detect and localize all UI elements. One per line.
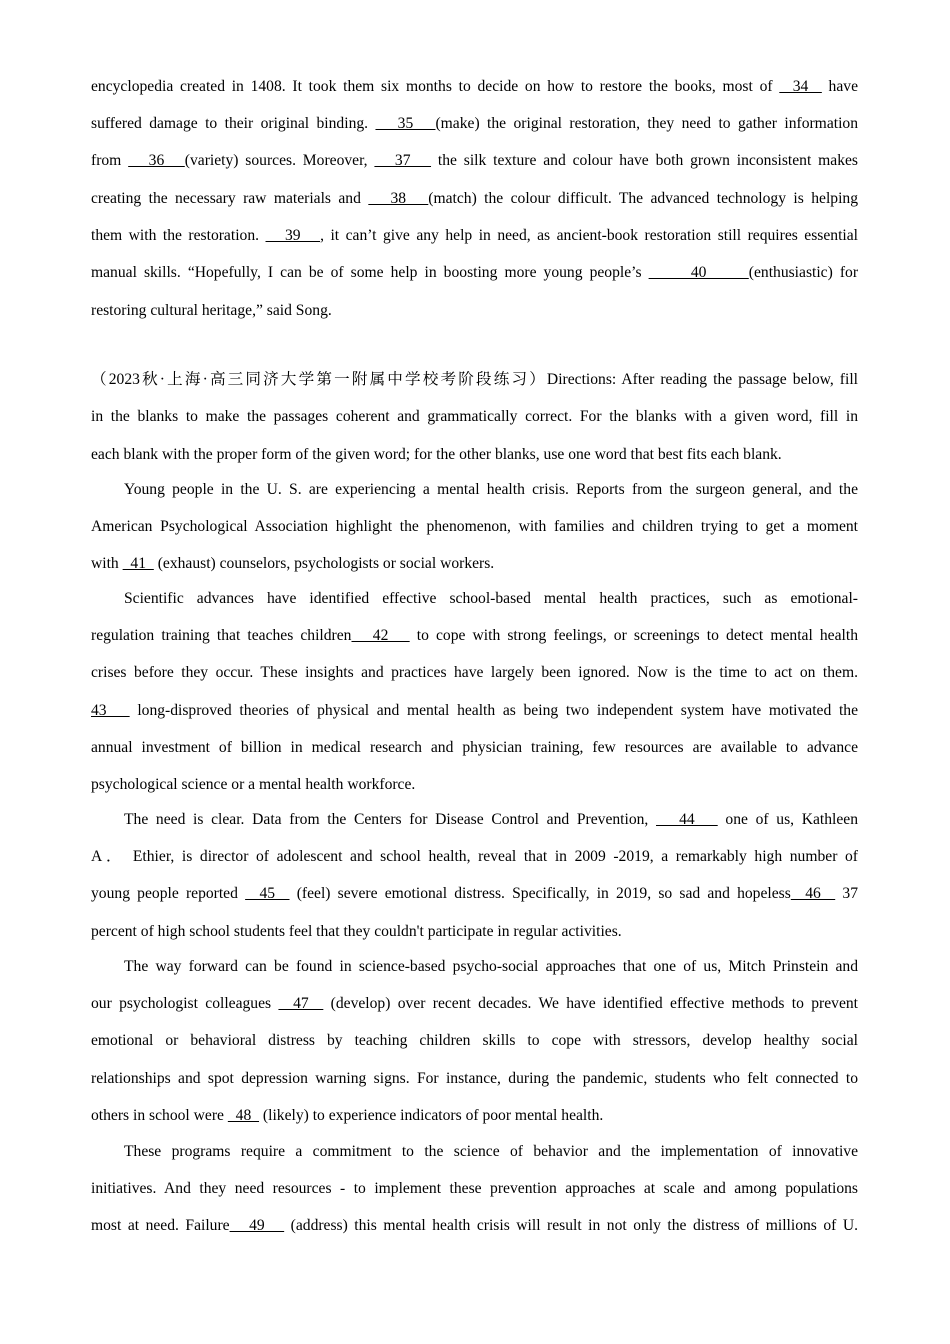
text-segment: (address) this mental health crisis will result in not only the distress of millions of U.	[284, 1217, 858, 1234]
text-line	[91, 883, 858, 905]
text-line	[91, 150, 858, 172]
text-segment: percent of high school students feel that they couldn't participate in regular activities.	[91, 923, 622, 940]
text-line	[91, 1215, 858, 1237]
text-line	[91, 262, 858, 284]
text-segment: have	[821, 78, 858, 95]
text-segment: others in school were	[91, 1107, 228, 1124]
text-segment: (enthusiastic) for	[748, 264, 859, 281]
text-segment: each blank with the proper form of the given word; for the other blanks, use one word that best fits each blank.	[91, 446, 782, 463]
text-segment: to cope with strong feelings, or screenings to detect mental health	[409, 627, 858, 644]
text-line	[91, 700, 858, 722]
answer-blank: 38	[368, 190, 429, 207]
answer-blank: 36	[128, 152, 185, 169]
text-segment: (develop) over recent decades. We have identified effective methods to prevent	[323, 995, 858, 1012]
text-segment: (feel) severe emotional distress. Specifically, in 2019, so sad and hopeless	[289, 885, 791, 902]
text-segment: , it can’t give any help in need, as ancient-book restoration still requires essential	[320, 227, 858, 244]
answer-blank: 47	[278, 995, 324, 1012]
text-segment: emotional or behavioral distress by teaching children skills to cope with stressors, develop healthy social	[91, 1032, 858, 1049]
answer-blank: 49	[229, 1217, 285, 1234]
text-segment: the silk texture and colour have both grown inconsistent makes	[431, 152, 858, 169]
text-segment: American Psychological Association highlight the phenomenon, with families and children trying to get a moment	[91, 518, 858, 535]
text-segment: Young people in the U. S. are experiencing a mental health crisis. Reports from the surgeon general, and the	[124, 481, 858, 498]
text-line	[91, 300, 858, 322]
text-line	[124, 809, 858, 831]
text-line	[124, 588, 858, 610]
answer-blank: 34	[779, 78, 822, 95]
text-line	[91, 444, 858, 466]
answer-blank: 41	[122, 555, 154, 572]
text-segment: (variety) sources. Moreover,	[184, 152, 375, 169]
text-segment: psychological science or a mental health workforce.	[91, 776, 416, 793]
text-line	[91, 737, 858, 759]
text-segment: long-disproved theories of physical and mental health as being two independent system have motivated the	[129, 702, 858, 719]
answer-blank: 48	[227, 1107, 260, 1124]
text-line	[91, 1105, 858, 1127]
answer-blank: 43	[91, 702, 130, 719]
text-segment: encyclopedia created in 1408. It took them six months to decide on how to restore the books, most of	[91, 78, 780, 95]
answer-blank: 45	[245, 885, 290, 902]
answer-blank: 40	[648, 264, 749, 281]
text-line	[91, 1030, 858, 1052]
text-line	[124, 956, 858, 978]
text-segment: manual skills. “Hopefully, I can be of some help in boosting more young people’s	[91, 264, 649, 281]
text-line	[91, 516, 858, 538]
answer-blank: 46	[790, 885, 836, 902]
text-segment: These programs require a commitment to the science of behavior and the implementation of innovative	[124, 1143, 858, 1160]
text-segment: one of us, Kathleen	[717, 811, 859, 828]
text-segment: The way forward can be found in science-based psycho-social approaches that one of us, Mitch Prinstein and	[124, 958, 858, 975]
text-line	[91, 774, 858, 796]
text-line	[91, 993, 858, 1015]
text-segment: regulation training that teaches children	[91, 627, 352, 644]
text-segment: The need is clear. Data from the Centers for Disease Control and Prevention,	[124, 811, 657, 828]
text-segment: in the blanks to make the passages coherent and grammatically correct. For the blanks with a given word, fill in	[91, 408, 858, 425]
text-line	[91, 921, 858, 943]
text-segment: (make) the original restoration, they need to gather information	[435, 115, 858, 132]
text-line	[91, 1068, 858, 1090]
text-segment: 37	[835, 885, 858, 902]
text-segment: young people reported	[91, 885, 246, 902]
text-line	[91, 188, 858, 210]
text-segment: suffered damage to their original binding.	[91, 115, 376, 132]
text-line	[124, 479, 858, 501]
text-segment: (likely) to experience indicators of poor mental health.	[259, 1107, 604, 1124]
text-segment: Scientific advances have identified effective school-based mental health practices, such as emotional-	[124, 590, 858, 607]
text-segment: restoring cultural heritage,” said Song.	[91, 302, 332, 319]
text-segment: annual investment of billion in medical research and physician training, few resources are available to advance	[91, 739, 858, 756]
text-segment: A． Ethier, is director of adolescent and school health, reveal that in 2009 -2019, a remarkably high number of	[91, 848, 858, 865]
text-line	[91, 225, 858, 247]
text-segment: initiatives. And they need resources - to implement these prevention approaches at scale and among populations	[91, 1180, 858, 1197]
text-line	[91, 553, 858, 575]
text-segment: （2023秋·上海·高三同济大学第一附属中学校考阶段练习）Directions: After reading the passage below, fill	[91, 371, 858, 388]
text-line	[91, 76, 858, 98]
text-segment: creating the necessary raw materials and	[91, 190, 369, 207]
text-segment: them with the restoration.	[91, 227, 266, 244]
text-segment: crises before they occur. These insights and practices have largely been ignored. Now is the time to act on them.	[91, 664, 858, 681]
text-line	[91, 1178, 858, 1200]
answer-blank: 44	[656, 811, 718, 828]
answer-blank: 39	[265, 227, 321, 244]
text-line	[91, 846, 858, 868]
text-line	[91, 113, 858, 135]
text-line	[91, 406, 858, 428]
text-segment: relationships and spot depression warning signs. For instance, during the pandemic, students who felt connected to	[91, 1070, 858, 1087]
text-segment: from	[91, 152, 129, 169]
text-segment: our psychologist colleagues	[91, 995, 279, 1012]
answer-blank: 35	[375, 115, 436, 132]
text-segment: with	[91, 555, 123, 572]
answer-blank: 37	[374, 152, 432, 169]
text-line	[124, 1141, 858, 1163]
text-line	[91, 625, 858, 647]
text-segment: most at need. Failure	[91, 1217, 230, 1234]
text-line	[91, 369, 858, 391]
answer-blank: 42	[351, 627, 410, 644]
text-line	[91, 662, 858, 684]
text-segment: (exhaust) counselors, psychologists or social workers.	[153, 555, 495, 572]
text-segment: (match) the colour difficult. The advanced technology is helping	[428, 190, 858, 207]
